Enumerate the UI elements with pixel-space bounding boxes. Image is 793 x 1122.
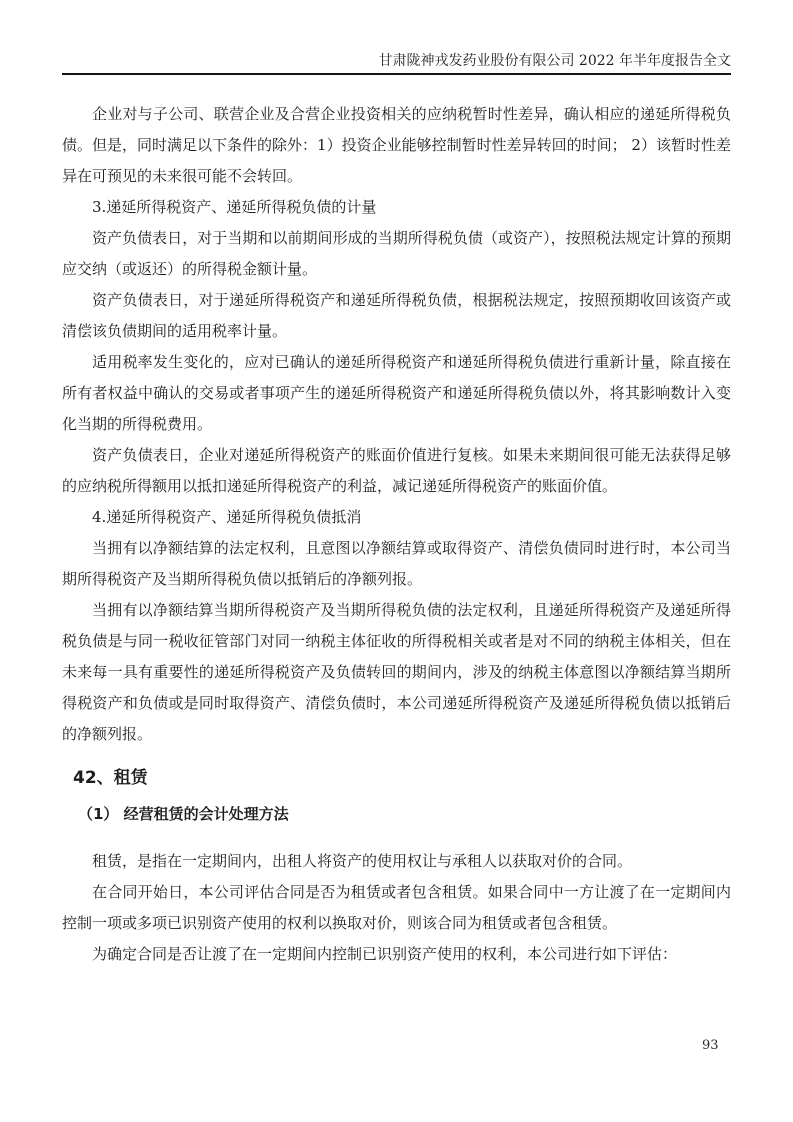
paragraph: 适用税率发生变化的，应对已确认的递延所得税资产和递延所得税负债进行重新计量，除直接在所有者权益中确认的交易或者事项产生的递延所得税资产和递延所得税负债以外，将其影响数计入变化当期的所得税费用。 (62, 353, 731, 433)
document-body (62, 99, 731, 970)
paragraph: 当拥有以净额结算当期所得税资产及当期所得税负债的法定权利，且递延所得税资产及递延所得税负债是与同一税收征管部门对同一纳税主体征收的所得税相关或者是对不同的纳税主体相关，但在未来每一具有重要性的递延所得税资产及负债转回的期间内，涉及的纳税主体意图以净额结算当期所得税资产和负债或是同时取得资产、清偿负债时，本公司递延所得税资产及递延所得税负债以抵销后的净额列报。 (62, 601, 731, 743)
paragraph: 企业对与子公司、联营企业及合营企业投资相关的应纳税暂时性差异，确认相应的递延所得税负债。但是，同时满足以下条件的除外：1）投资企业能够控制暂时性差异转回的时间； 2）该暂时性差异在可预见的未来很可能不会转回。 (62, 105, 731, 185)
paragraph: 为确定合同是否让渡了在一定期间内控制已识别资产使用的权利，本公司进行如下评估： (92, 945, 678, 963)
paragraph: 在合同开始日，本公司评估合同是否为租赁或者包含租赁。如果合同中一方让渡了在一定期间内控制一项或多项已识别资产使用的权利以换取对价，则该合同为租赁或者包含租赁。 (62, 883, 731, 932)
page-header (62, 53, 731, 75)
paragraph: 资产负债表日，对于当期和以前期间形成的当期所得税负债（或资产），按照税法规定计算的预期应交纳（或返还）的所得税金额计量。 (62, 229, 731, 278)
section-heading: 42、租赁 (73, 768, 148, 788)
report-header-title: 甘肃陇神戎发药业股份有限公司 2022 年半年度报告全文 (378, 53, 731, 69)
paragraph: 资产负债表日，企业对递延所得税资产的账面价值进行复核。如果未来期间很可能无法获得足够的应纳税所得额用以抵扣递延所得税资产的利益，减记递延所得税资产的账面价值。 (62, 446, 731, 495)
paragraph: 3.递延所得税资产、递延所得税负债的计量 (92, 198, 377, 216)
paragraph: 当拥有以净额结算的法定权利，且意图以净额结算或取得资产、清偿负债同时进行时，本公司当期所得税资产及当期所得税负债以抵销后的净额列报。 (62, 539, 731, 588)
paragraph: 租赁，是指在一定期间内，出租人将资产的使用权让与承租人以获取对价的合同。 (92, 852, 633, 870)
page-number: 93 (702, 1038, 719, 1053)
paragraph: 4.递延所得税资产、递延所得税负债抵消 (92, 508, 362, 526)
paragraph: 资产负债表日，对于递延所得税资产和递延所得税负债，根据税法规定，按照预期收回该资产或清偿该负债期间的适用税率计量。 (62, 291, 731, 340)
subsection-heading: （1） 经营租赁的会计处理方法 (78, 805, 289, 823)
